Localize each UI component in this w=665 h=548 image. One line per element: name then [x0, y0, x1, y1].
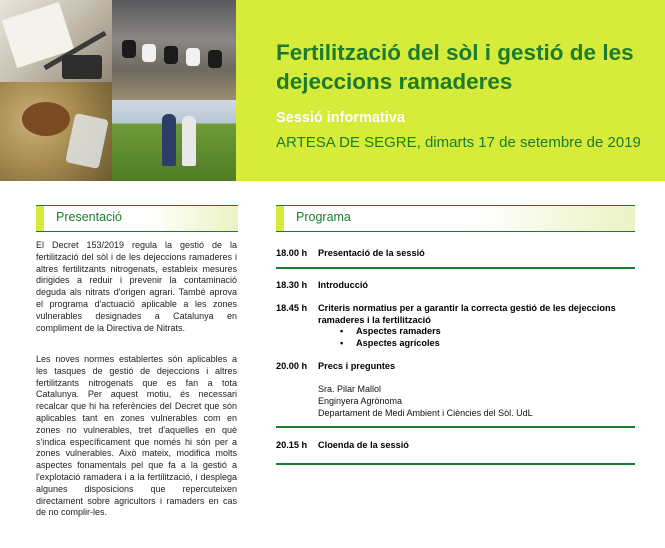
speaker-name: Sra. Pilar Mallol — [318, 384, 382, 394]
program-time: 18.30 h — [276, 280, 308, 290]
program-time: 20.15 h — [276, 440, 308, 450]
field-farmers-photo — [112, 100, 236, 181]
program-text: Presentació de la sessió — [318, 248, 425, 258]
presentacio-paragraph: El Decret 153/2019 regula la gestió de la fertilització del sòl i de les dejeccions ramaderes i altres fertilitzants nitrogenats, estableix mesures dirigides a reduir i prevenir la contaminació deguda als nitrats d'origen agrari. També aprova el programa d'actuació aplicable a les zones vulnerables designades a Catalunya en compliment de la Directiva de Nitrats. — [36, 240, 237, 333]
program-bullet: • Aspectes ramaders — [340, 325, 441, 337]
program-text: Introducció — [318, 280, 369, 290]
program-bullet-list — [340, 325, 441, 349]
soil-sample-photo — [0, 82, 112, 181]
header-banner — [236, 0, 665, 181]
presentacio-heading — [36, 205, 238, 232]
program-bullet: • Aspectes agrícoles — [340, 337, 441, 349]
program-time: 20.00 h — [276, 361, 308, 371]
presentacio-paragraph: Les noves normes establertes són aplicables a les tasques de gestió de dejeccions i altres fertilitzants nitrogenats que es fan a tota Catalunya. Per aquest motiu, és necessari recalcar que hi ha referències del Decret que són aplicables tant en zones vulnerables com en zones no vulnerables, tret d'aquelles en què s'indica específicament que només hi són per a zones vulnerables. Això mateix, modifica molts aspectes fonamentals pel que fa a la gestió a l'explotació ramadera i a la fertilització, i desplega algunes disposicions que repercuteixen directament sobre agricultors i ramaders en cas de no complir-les. — [36, 354, 237, 518]
page-title: Fertilització del sòl i gestió de les dejeccions ramaderes — [276, 40, 634, 94]
cattle-barn-photo — [112, 0, 236, 100]
presentacio-heading-label: Presentació — [56, 210, 123, 224]
session-subtitle: Sessió informativa — [276, 110, 405, 126]
divider — [276, 463, 635, 465]
programa-heading-label: Programa — [296, 210, 351, 224]
speaker-organization: Departament de Medi Ambient i Ciències del Sòl. UdL — [318, 408, 533, 418]
program-time: 18.45 h — [276, 303, 308, 313]
program-text: Cloenda de la sessió — [318, 440, 409, 450]
program-text: Criteris normatius per a garantir la correcta gestió de les dejeccions ramaderes i la fertilització — [318, 303, 616, 325]
divider — [276, 267, 635, 269]
speaker-role: Enginyera Agrònoma — [318, 396, 403, 406]
program-time: 18.00 h — [276, 248, 308, 258]
programa-heading — [276, 205, 635, 232]
header-photo-collage — [0, 0, 236, 181]
divider — [276, 426, 635, 428]
office-desk-photo — [0, 0, 112, 82]
session-location-date: ARTESA DE SEGRE, dimarts 17 de setembre de 2019 — [276, 134, 641, 151]
program-text: Precs i preguntes — [318, 361, 396, 371]
